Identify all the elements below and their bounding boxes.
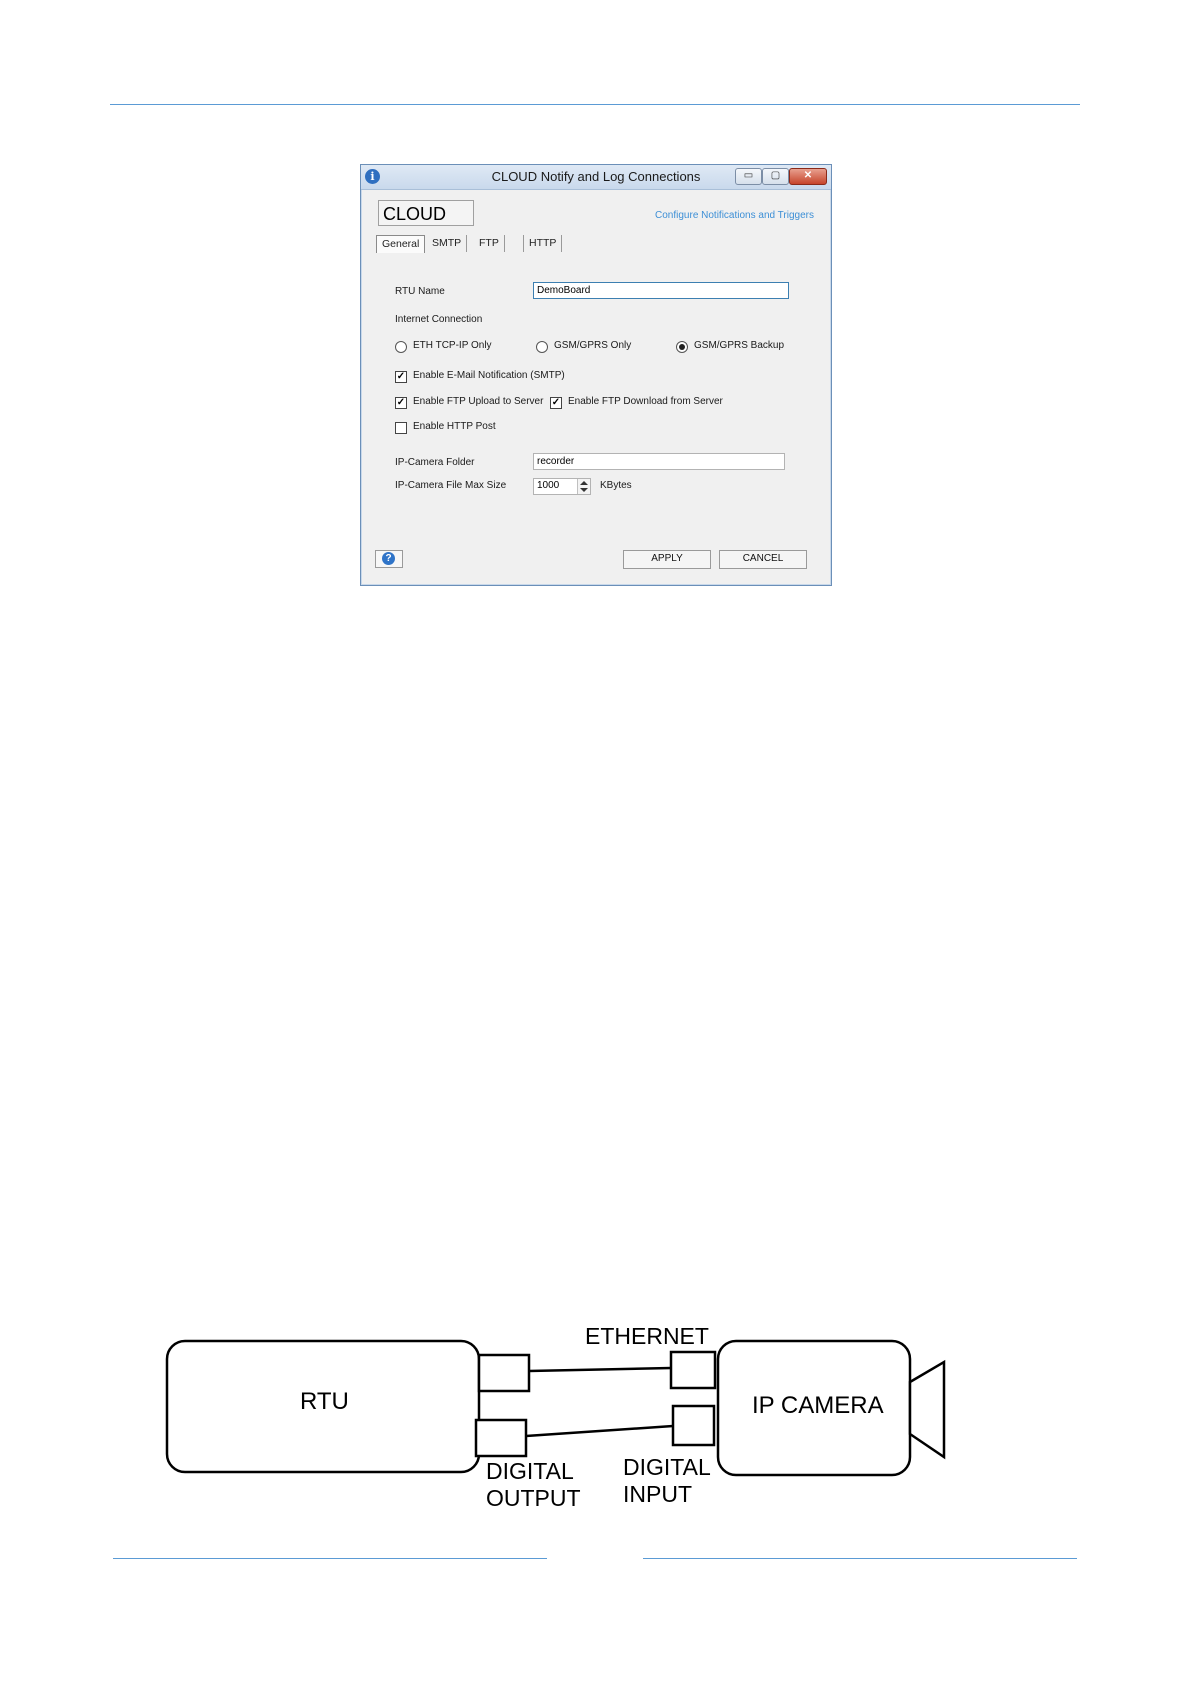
max-size-stepper[interactable] — [533, 478, 591, 495]
radio-gsm-only-label: GSM/GPRS Only — [554, 340, 632, 351]
checkbox-ftp-upload-label: Enable FTP Upload to Server — [413, 396, 544, 407]
title-bar[interactable] — [361, 165, 831, 190]
checkbox-ftp-download-label: Enable FTP Download from Server — [568, 396, 723, 407]
camera-folder-input[interactable]: recorder — [533, 453, 785, 470]
tab-http[interactable]: HTTP — [523, 235, 562, 252]
rtu-digital-output-port — [476, 1420, 526, 1456]
digital-input-label-line1: DIGITAL — [623, 1454, 711, 1480]
digital-io-cable — [526, 1426, 673, 1436]
footer-rule-left — [113, 1558, 547, 1559]
rtu-ethernet-port — [479, 1355, 529, 1391]
chevron-up-icon[interactable] — [580, 481, 588, 485]
digital-output-label-line1: DIGITAL — [486, 1458, 574, 1484]
radio-gsm-only[interactable] — [536, 341, 548, 353]
header-rule — [110, 104, 1080, 105]
help-button[interactable] — [375, 550, 403, 568]
tab-general[interactable]: General — [376, 235, 425, 253]
rtu-label: RTU — [300, 1388, 349, 1415]
tab-ftp[interactable]: FTP — [474, 235, 505, 252]
connection-diagram — [0, 1300, 1192, 1530]
max-size-value: 1000 — [537, 480, 560, 491]
radio-eth-tcpip-label: ETH TCP-IP Only — [413, 340, 492, 351]
close-button[interactable]: ✕ — [789, 168, 827, 185]
tab-smtp[interactable]: SMTP — [427, 235, 467, 252]
max-size-label: IP-Camera File Max Size — [395, 480, 507, 491]
camera-lens-icon — [910, 1362, 944, 1457]
internet-connection-label: Internet Connection — [395, 314, 483, 325]
window-title: CLOUD Notify and Log Connections — [491, 169, 701, 184]
camera-ethernet-port — [671, 1352, 715, 1388]
ethernet-cable — [529, 1368, 671, 1371]
max-size-unit: KBytes — [600, 480, 632, 491]
info-icon: i — [365, 169, 380, 184]
rtu-name-label: RTU Name — [395, 286, 445, 297]
checkbox-ftp-upload[interactable]: ✓ — [396, 397, 406, 408]
camera-digital-input-port — [673, 1406, 714, 1445]
footer-rule-right — [643, 1558, 1077, 1559]
cloud-dialog-window — [360, 164, 832, 586]
chevron-down-icon[interactable] — [580, 488, 588, 492]
stepper-arrows[interactable] — [577, 479, 590, 494]
rtu-name-input[interactable]: DemoBoard — [533, 282, 789, 299]
radio-gsm-backup[interactable] — [676, 341, 688, 353]
minimize-button[interactable]: ▭ — [735, 168, 762, 185]
configure-notifications-link[interactable]: Configure Notifications and Triggers — [655, 210, 814, 221]
apply-button[interactable]: APPLY — [623, 550, 711, 569]
camera-folder-label: IP-Camera Folder — [395, 457, 475, 468]
digital-input-label-line2: INPUT — [623, 1481, 692, 1507]
cloud-label-box: CLOUD — [378, 200, 474, 226]
checkbox-http-post[interactable] — [395, 422, 407, 434]
checkbox-email-smtp[interactable]: ✓ — [396, 371, 406, 382]
cancel-button[interactable]: CANCEL — [719, 550, 807, 569]
checkbox-ftp-download[interactable]: ✓ — [551, 397, 561, 408]
help-icon: ? — [382, 552, 395, 565]
radio-gsm-backup-label: GSM/GPRS Backup — [694, 340, 785, 351]
radio-eth-tcpip[interactable] — [395, 341, 407, 353]
maximize-button[interactable]: ▢ — [762, 168, 789, 185]
camera-label: IP CAMERA — [752, 1392, 884, 1419]
ethernet-label: ETHERNET — [585, 1323, 709, 1349]
digital-output-label-line2: OUTPUT — [486, 1485, 581, 1511]
checkbox-email-smtp-label: Enable E-Mail Notification (SMTP) — [413, 370, 565, 381]
checkbox-http-post-label: Enable HTTP Post — [413, 421, 496, 432]
